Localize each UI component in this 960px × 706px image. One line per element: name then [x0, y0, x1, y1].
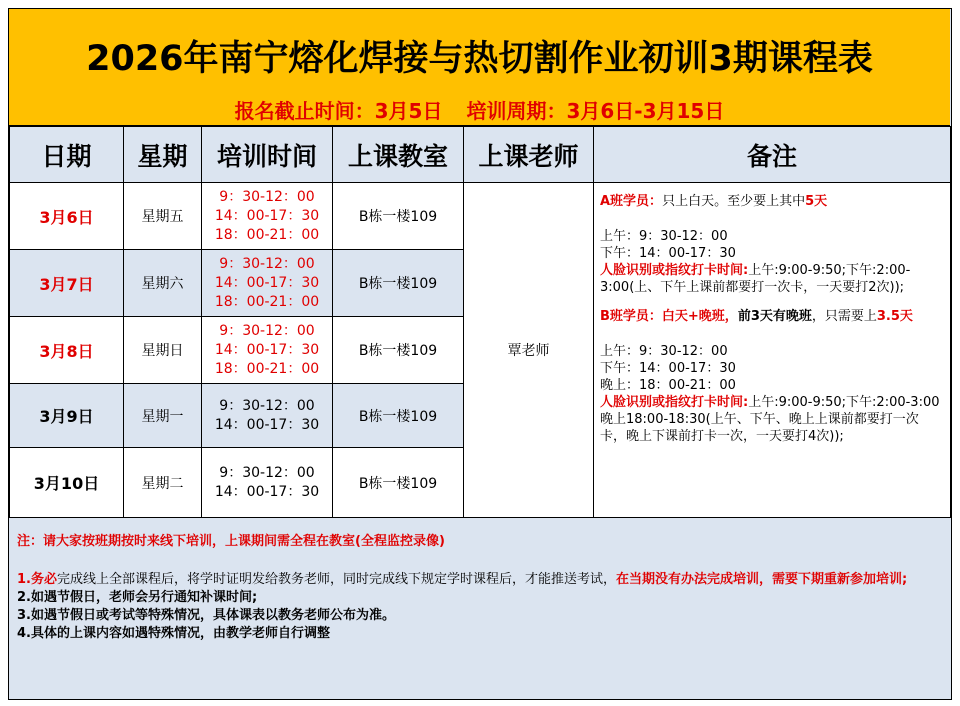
footer-item-2: 2.如遇节假日，老师会另行通知补课时间;: [17, 590, 258, 605]
header-time: 培训时间: [202, 127, 333, 183]
page-title: 2026年南宁熔化焊接与热切割作业初训3期课程表: [86, 39, 873, 79]
footer-item-1: 1.务必完成线上全部课程后，将学时证明发给教务老师，同时完成线下规定学时课程后，才能推送考试，在当期没有办法完成培训，需要下期重新参加培训;: [17, 572, 908, 587]
class-a-label: A班学员：: [600, 194, 663, 209]
footer-item-4: 4.具体的上课内容如遇特殊情况，由教学老师自行调整: [17, 626, 330, 641]
row-weekday: 星期二: [124, 448, 202, 518]
row-classroom: B栋一楼109: [333, 317, 464, 384]
footer-item-3: 3.如遇节假日或考试等特殊情况，具体课表以教务老师公布为准。: [17, 608, 395, 623]
row-classroom: B栋一楼109: [333, 384, 464, 448]
title-banner: [9, 9, 950, 126]
row-times: 9：30-12：00 14：00-17：30: [202, 448, 333, 518]
header-weekday: 星期: [124, 127, 202, 183]
row-weekday: 星期一: [124, 384, 202, 448]
row-date: 3月9日: [10, 384, 124, 448]
row-date: 3月7日: [10, 250, 124, 317]
header-classroom: 上课教室: [333, 127, 464, 183]
row-date: 3月8日: [10, 317, 124, 384]
row-times: 9：30-12：00 14：00-17：30 18：00-21：00: [202, 183, 333, 250]
schedule-sheet: [8, 8, 952, 700]
header-teacher: 上课老师: [464, 127, 594, 183]
row-times: 9：30-12：00 14：00-17：30 18：00-21：00: [202, 317, 333, 384]
row-weekday: 星期六: [124, 250, 202, 317]
training-period: 培训周期：3月6日-3月15日: [466, 99, 725, 123]
row-times: 9：30-12：00 14：00-17：30 18：00-21：00: [202, 250, 333, 317]
row-classroom: B栋一楼109: [333, 183, 464, 250]
table-header-row: [10, 127, 951, 183]
teacher-cell: 覃老师: [464, 183, 594, 518]
footer-notes: [9, 525, 950, 699]
row-date: 3月6日: [10, 183, 124, 250]
notes-cell: A班学员：只上白天。至少要上其中5天 上午：9：30-12：00 下午：14：00-17：30 人脸识别或指纹打卡时间:上午:9:00-9:50;下午:2:00-3:00(上、下午上课前都要打一次卡，一天要打2次)); B班学员：白天+晚班，前3天有晚班，只需要上3.5天 上午：9：30-12：00 下午：14：00-17：30 晚上：18：00-21：00 人脸识别或指纹打卡时间:上午:9:00-9:50;下午:2:00-3:00 晚上18:00-18:30(上午、下午、晚上上课前都要打一次卡，晚上下课前打卡一次，一天要打4次));: [594, 183, 951, 518]
row-classroom: B栋一楼109: [333, 448, 464, 518]
schedule-table: [9, 126, 951, 518]
row-date: 3月10日: [10, 448, 124, 518]
row-times: 9：30-12：00 14：00-17：30: [202, 384, 333, 448]
subtitle: [9, 95, 950, 124]
registration-deadline: 报名截止时间：3月5日: [234, 99, 443, 123]
attendance-notice: 注：请大家按班期按时来线下培训，上课期间需全程在教室(全程监控录像): [17, 534, 445, 549]
row-weekday: 星期五: [124, 183, 202, 250]
row-weekday: 星期日: [124, 317, 202, 384]
header-date: 日期: [10, 127, 124, 183]
header-notes: 备注: [594, 127, 951, 183]
class-b-label: B班学员：白天+晚班，: [600, 309, 738, 324]
row-classroom: B栋一楼109: [333, 250, 464, 317]
table-row: [10, 183, 951, 250]
